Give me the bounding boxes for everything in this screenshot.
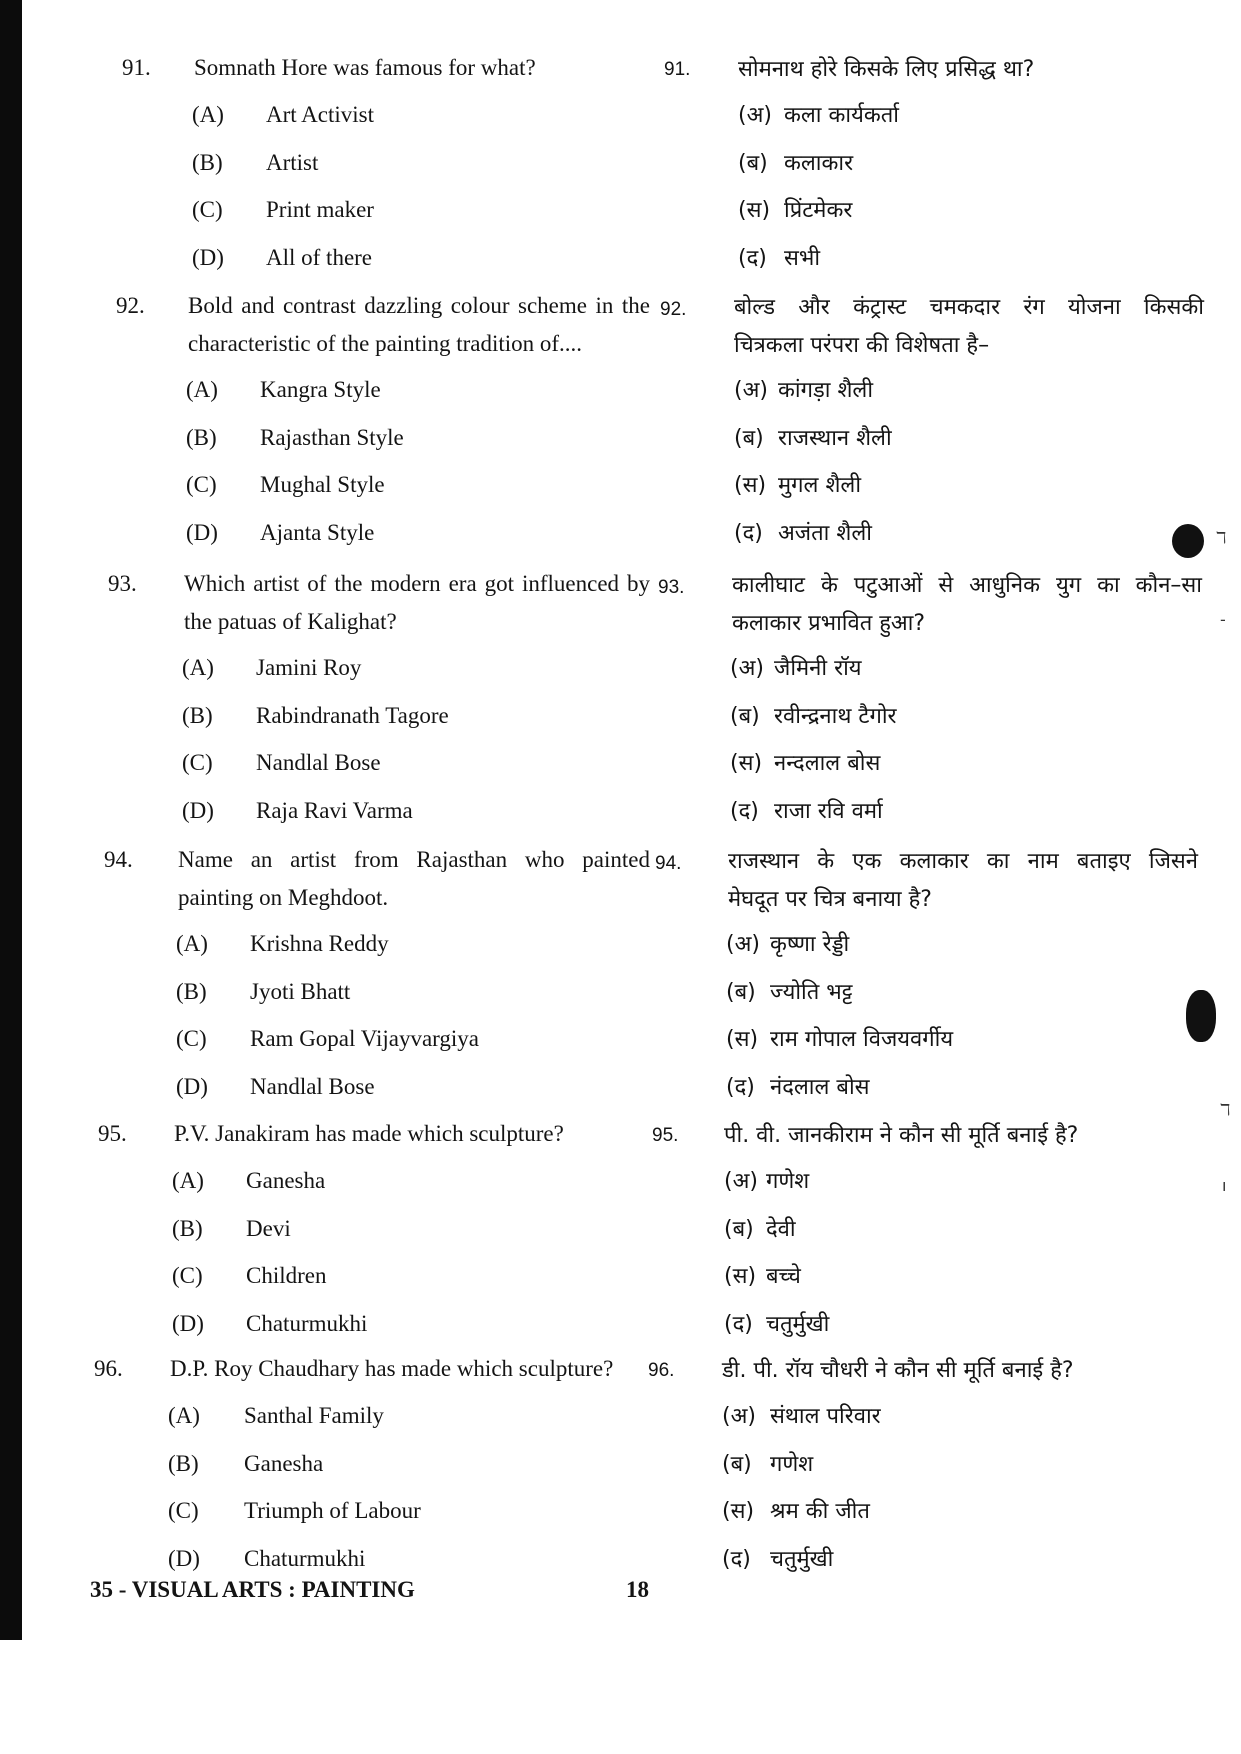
option-text-hindi: मुगल शैली [778, 473, 862, 498]
option-text: Chaturmukhi [244, 1545, 366, 1571]
option-text-hindi: जैमिनी रॉय [774, 656, 862, 681]
question-text: painting on Meghdoot. [178, 885, 389, 910]
option-text-hindi: संथाल परिवार [770, 1404, 881, 1429]
option-text-hindi: सभी [784, 245, 821, 271]
option-text: Raja Ravi Varma [256, 797, 413, 823]
question-text-hindi: मेघदूत पर चित्र बनाया है? [728, 887, 932, 912]
option-label: (B) [176, 978, 207, 1004]
option-label: (A) [168, 1403, 200, 1428]
option-text-hindi: नन्दलाल बोस [774, 751, 881, 776]
question-number: 91. [122, 55, 151, 80]
option-text: All of there [266, 244, 373, 270]
option-label-hindi: (ब) [734, 425, 764, 451]
option-label-hindi: (द) [730, 798, 759, 824]
question-text: P.V. Janakiram has made which sculpture? [174, 1121, 564, 1146]
question-number-hindi: 94. [655, 853, 682, 874]
question-number: 94. [104, 847, 133, 872]
option-text-hindi: कला कार्यकर्ता [784, 103, 899, 128]
option-text-hindi: देवी [766, 1216, 796, 1242]
option-text-hindi: नंदलाल बोस [770, 1074, 870, 1100]
option-text-hindi: राम गोपाल विजयवर्गीय [770, 1027, 954, 1052]
option-label-hindi: (अ) [724, 1169, 758, 1194]
option-text-hindi: चतुर्मुखी [766, 1311, 830, 1337]
page-number: 18 [626, 1577, 649, 1602]
option-text: Chaturmukhi [246, 1310, 368, 1336]
option-label-hindi: (स) [730, 751, 763, 776]
scan-mark: ℸ [1216, 528, 1227, 547]
option-text: Rabindranath Tagore [256, 702, 449, 728]
option-label: (B) [168, 1450, 199, 1476]
option-label: (A) [186, 377, 218, 402]
option-label-hindi: (द) [726, 1074, 755, 1100]
option-text-hindi: कृष्णा रेड्डी [770, 932, 850, 957]
question-number-hindi: 96. [648, 1360, 675, 1381]
option-text-hindi: अजंता शैली [778, 520, 872, 546]
option-label: (B) [172, 1215, 203, 1241]
question-text-hindi: बोल्ड और कंट्रास्ट चमकदार रंग योजना किसकी [734, 295, 1204, 320]
option-label-hindi: (अ) [730, 656, 764, 681]
option-label-hindi: (अ) [734, 378, 768, 403]
option-label: (B) [192, 149, 223, 175]
option-label-hindi: (द) [738, 245, 767, 271]
question-text: the patuas of Kalighat? [184, 609, 397, 634]
option-label: (A) [182, 655, 214, 680]
option-label: (D) [176, 1073, 208, 1099]
option-label: (D) [168, 1545, 200, 1571]
option-label-hindi: (द) [722, 1546, 751, 1572]
option-label: (A) [192, 102, 224, 127]
option-label: (D) [192, 244, 224, 270]
question-text: D.P. Roy Chaudhary has made which sculpture? [170, 1356, 614, 1381]
option-label-hindi: (ब) [722, 1451, 752, 1477]
footer-subject-title: 35 - VISUAL ARTS : PAINTING [90, 1577, 415, 1602]
option-text: Children [246, 1263, 327, 1288]
question-text-hindi: चित्रकला परंपरा की विशेषता है– [734, 333, 990, 358]
question-text: Which artist of the modern era got influenced by [184, 571, 650, 596]
option-label-hindi: (ब) [726, 979, 756, 1005]
question-text-hindi: राजस्थान के एक कलाकार का नाम बताइए जिसने [728, 849, 1198, 874]
option-label-hindi: (द) [734, 520, 763, 546]
option-label-hindi: (अ) [738, 103, 772, 128]
option-text-hindi: गणेश [766, 1169, 810, 1194]
option-text-hindi: बच्चे [766, 1264, 801, 1289]
option-text: Ganesha [246, 1168, 326, 1193]
option-text: Rajasthan Style [260, 424, 404, 450]
question-text-hindi: पी. वी. जानकीराम ने कौन सी मूर्ति बनाई है? [724, 1123, 1079, 1148]
option-text: Santhal Family [244, 1403, 384, 1428]
question-number: 95. [98, 1121, 127, 1146]
scan-mark: - [1220, 610, 1226, 629]
option-text: Krishna Reddy [250, 931, 389, 956]
question-number-hindi: 92. [660, 299, 687, 320]
question-number-hindi: 93. [658, 577, 685, 598]
option-text-hindi: प्रिंटमेकर [784, 198, 853, 223]
option-label: (A) [172, 1168, 204, 1193]
option-label: (D) [186, 519, 218, 545]
option-label-hindi: (द) [724, 1311, 753, 1337]
option-text-hindi: कलाकार [784, 150, 854, 176]
option-text-hindi: रवीन्द्रनाथ टैगोर [774, 703, 897, 729]
option-text-hindi: राजा रवि वर्मा [774, 798, 883, 824]
option-text: Ganesha [244, 1450, 324, 1476]
option-label-hindi: (स) [722, 1499, 755, 1524]
question-number: 93. [108, 571, 137, 596]
option-text: Jyoti Bhatt [250, 978, 351, 1004]
option-text: Devi [246, 1215, 291, 1241]
option-label: (B) [182, 702, 213, 728]
option-label: (C) [176, 1026, 207, 1051]
option-label-hindi: (ब) [730, 703, 760, 729]
scan-binding-edge [0, 0, 22, 1640]
option-text-hindi: चतुर्मुखी [770, 1546, 834, 1572]
option-text-hindi: कांगड़ा शैली [778, 378, 874, 403]
option-text-hindi: राजस्थान शैली [778, 425, 892, 451]
option-text: Mughal Style [260, 472, 385, 497]
option-text-hindi: ज्योति भट्ट [770, 979, 853, 1005]
option-label-hindi: (स) [738, 198, 771, 223]
scan-mark: ℸ [1220, 1100, 1231, 1119]
question-text: Bold and contrast dazzling colour scheme in the [188, 293, 650, 318]
question-text-hindi: डी. पी. रॉय चौधरी ने कौन सी मूर्ति बनाई है? [722, 1358, 1074, 1383]
question-text-hindi: सोमनाथ होरे किसके लिए प्रसिद्ध था? [738, 57, 1035, 82]
ink-blot [1172, 524, 1204, 558]
option-label: (C) [182, 750, 213, 775]
option-label: (D) [182, 797, 214, 823]
question-number-hindi: 95. [652, 1125, 679, 1146]
option-text: Art Activist [266, 102, 374, 127]
option-text: Jamini Roy [256, 655, 362, 680]
option-label: (C) [186, 472, 217, 497]
option-label: (C) [172, 1263, 203, 1288]
question-number: 96. [94, 1356, 123, 1381]
option-text: Artist [266, 149, 319, 175]
question-text: characteristic of the painting tradition of.... [188, 331, 583, 356]
option-label-hindi: (अ) [726, 932, 760, 957]
option-label-hindi: (अ) [722, 1404, 756, 1429]
question-text-hindi: कलाकार प्रभावित हुआ? [732, 611, 926, 636]
option-label-hindi: (स) [734, 473, 767, 498]
option-text: Print maker [266, 197, 374, 222]
scan-mark: ı [1222, 1176, 1227, 1195]
option-text: Kangra Style [260, 377, 381, 402]
question-text: Name an artist from Rajasthan who painted [178, 847, 650, 872]
option-label-hindi: (स) [724, 1264, 757, 1289]
option-label-hindi: (स) [726, 1027, 759, 1052]
question-number: 92. [116, 293, 145, 318]
question-text-hindi: कालीघाट के पटुआओं से आधुनिक युग का कौन–सा [732, 573, 1202, 598]
option-label: (D) [172, 1310, 204, 1336]
option-label: (A) [176, 931, 208, 956]
option-label: (C) [168, 1498, 199, 1523]
option-label-hindi: (ब) [738, 150, 768, 176]
option-label-hindi: (ब) [724, 1216, 754, 1242]
question-number-hindi: 91. [664, 59, 691, 80]
option-text: Triumph of Labour [244, 1498, 421, 1523]
option-text-hindi: गणेश [770, 1451, 814, 1477]
ink-blot [1186, 990, 1216, 1042]
option-label: (B) [186, 424, 217, 450]
option-text: Ajanta Style [260, 519, 375, 545]
option-text: Nandlal Bose [256, 750, 381, 775]
option-label: (C) [192, 197, 223, 222]
question-text: Somnath Hore was famous for what? [194, 55, 536, 80]
option-text: Ram Gopal Vijayvargiya [250, 1026, 480, 1051]
option-text-hindi: श्रम की जीत [770, 1499, 870, 1524]
option-text: Nandlal Bose [250, 1073, 375, 1099]
